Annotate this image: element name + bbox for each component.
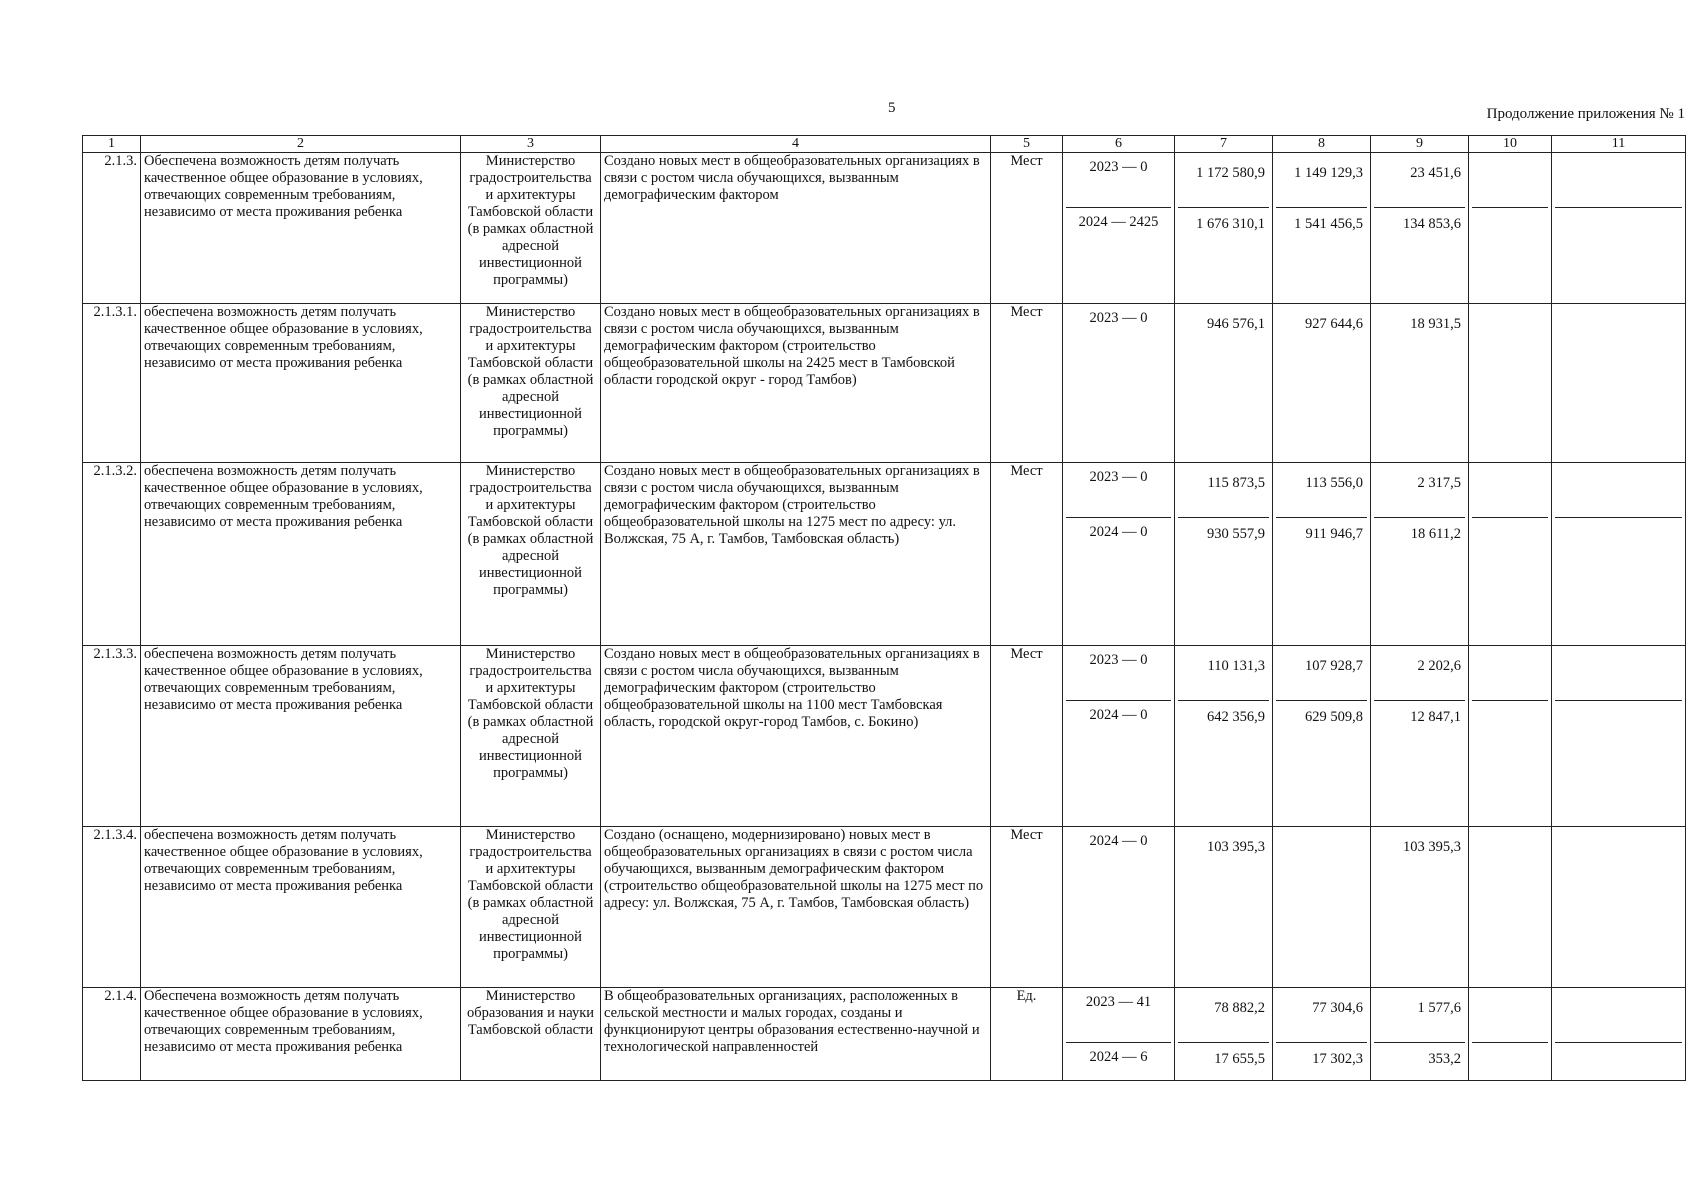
empty-seg	[1555, 518, 1682, 645]
row-executor: Министерство градостроительства и архитектуры Тамбовской области (в рамках областной адресной инвестиционной программы)	[461, 646, 601, 827]
table-row	[83, 463, 1686, 646]
table-row	[83, 827, 1686, 988]
col-header: 9	[1371, 136, 1469, 153]
value-cell-c8	[1273, 153, 1371, 304]
value-cell-year	[1063, 153, 1175, 304]
value-cell-c9	[1371, 304, 1469, 463]
value-c8: 911 946,7	[1305, 526, 1363, 542]
row-result: Обеспечена возможность детям получать качественное общее образование в условиях, отвечающих современным требованиям, независимо от места проживания ребенка	[141, 988, 461, 1081]
row-code: 2.1.4.	[83, 988, 141, 1081]
empty-seg	[1472, 304, 1548, 462]
empty-cell	[1552, 463, 1686, 646]
empty-seg	[1555, 153, 1682, 208]
empty-seg	[1555, 1043, 1682, 1080]
value-c9: 18 931,5	[1410, 316, 1461, 332]
row-executor: Министерство градостроительства и архитектуры Тамбовской области (в рамках областной адресной инвестиционной программы)	[461, 827, 601, 988]
value-c8: 107 928,7	[1276, 646, 1367, 701]
value-c7: 1 172 580,9	[1178, 153, 1269, 208]
value-year: 2024 — 0	[1089, 524, 1148, 540]
row-indicator: Создано новых мест в общеобразовательных организациях в связи с ростом числа обучающихся, вызванным демографическим фактором (строительство общеобразовательной школы на 1275 мест по адресу: ул. Волжская, 75 А, г. Тамбов, Тамбовская область)	[601, 463, 991, 646]
empty-seg	[1472, 646, 1548, 701]
row-unit: Мест	[991, 827, 1063, 988]
empty-seg	[1555, 208, 1682, 303]
row-indicator: Создано (оснащено, модернизировано) новых мест в общеобразовательных организациях в связи с ростом числа обучающихся, вызванным демографическим фактором (строительство общеобразовательной школы на 1275 мест по адресу: ул. Волжская, 75 А, г. Тамбов, Тамбовская область)	[601, 827, 991, 988]
page-number: 5	[888, 100, 896, 116]
value-year: 2023 — 0	[1066, 463, 1171, 518]
row-unit: Мест	[991, 646, 1063, 827]
row-result: обеспечена возможность детям получать качественное общее образование в условиях, отвечающих современным требованиям, независимо от места проживания ребенка	[141, 827, 461, 988]
table-row	[83, 153, 1686, 304]
value-year: 2023 — 0	[1066, 153, 1171, 208]
col-header: 4	[601, 136, 991, 153]
value-cell-year	[1063, 463, 1175, 646]
value-c7: 103 395,3	[1207, 839, 1265, 855]
value-cell-c9	[1371, 153, 1469, 304]
empty-cell	[1469, 827, 1552, 988]
empty-cell	[1469, 153, 1552, 304]
value-c7: 1 676 310,1	[1196, 216, 1265, 232]
value-c7: 110 131,3	[1178, 646, 1269, 701]
empty-cell	[1469, 988, 1552, 1081]
value-cell-c8	[1273, 463, 1371, 646]
empty-seg	[1555, 988, 1682, 1043]
empty-seg	[1472, 153, 1548, 208]
value-c9: 23 451,6	[1374, 153, 1465, 208]
value-year: 2024 — 0	[1089, 833, 1148, 849]
empty-cell	[1469, 463, 1552, 646]
col-header: 1	[83, 136, 141, 153]
value-cell-c9	[1371, 988, 1469, 1081]
row-indicator: Создано новых мест в общеобразовательных организациях в связи с ростом числа обучающихся, вызванным демографическим фактором	[601, 153, 991, 304]
row-indicator: Создано новых мест в общеобразовательных организациях в связи с ростом числа обучающихся, вызванным демографическим фактором (строительство общеобразовательной школы на 1100 мест Тамбовская область, городской округ-город Тамбов, с. Бокино)	[601, 646, 991, 827]
value-cell-c8	[1273, 827, 1371, 988]
value-cell-year	[1063, 646, 1175, 827]
value-year: 2023 — 0	[1066, 646, 1171, 701]
value-cell-c7	[1175, 153, 1273, 304]
empty-seg	[1555, 646, 1682, 701]
empty-cell	[1552, 827, 1686, 988]
empty-cell	[1552, 153, 1686, 304]
value-c7: 946 576,1	[1207, 316, 1265, 332]
program-table	[82, 135, 1686, 1081]
col-header: 7	[1175, 136, 1273, 153]
value-c7: 17 655,5	[1214, 1051, 1265, 1067]
row-unit: Мест	[991, 304, 1063, 463]
col-header: 6	[1063, 136, 1175, 153]
col-header: 11	[1552, 136, 1686, 153]
value-cell-c9	[1371, 646, 1469, 827]
table-row	[83, 646, 1686, 827]
row-unit: Ед.	[991, 988, 1063, 1081]
row-result: Обеспечена возможность детям получать качественное общее образование в условиях, отвечающих современным требованиям, независимо от места проживания ребенка	[141, 153, 461, 304]
value-c9: 353,2	[1428, 1051, 1461, 1067]
value-c7: 930 557,9	[1207, 526, 1265, 542]
row-result: обеспечена возможность детям получать качественное общее образование в условиях, отвечающих современным требованиям, независимо от места проживания ребенка	[141, 646, 461, 827]
value-c9: 18 611,2	[1410, 526, 1461, 542]
row-executor: Министерство образования и науки Тамбовской области	[461, 988, 601, 1081]
value-cell-c7	[1175, 646, 1273, 827]
empty-seg	[1472, 1043, 1548, 1080]
row-indicator: В общеобразовательных организациях, расположенных в сельской местности и малых городах, созданы и функционируют центры образования естественно-научной и технологической направленностей	[601, 988, 991, 1081]
value-cell-c9	[1371, 463, 1469, 646]
value-c8: 77 304,6	[1276, 988, 1367, 1043]
value-c8: 17 302,3	[1312, 1051, 1363, 1067]
empty-cell	[1552, 646, 1686, 827]
value-c9: 103 395,3	[1403, 839, 1461, 855]
value-c9: 134 853,6	[1403, 216, 1461, 232]
value-c9: 2 317,5	[1374, 463, 1465, 518]
value-cell-year	[1063, 827, 1175, 988]
empty-seg	[1472, 827, 1548, 987]
row-executor: Министерство градостроительства и архитектуры Тамбовской области (в рамках областной адресной инвестиционной программы)	[461, 153, 601, 304]
value-c7: 642 356,9	[1207, 709, 1265, 725]
empty-seg	[1555, 463, 1682, 518]
empty-cell	[1552, 988, 1686, 1081]
value-cell-c8	[1273, 988, 1371, 1081]
value-cell-c7	[1175, 304, 1273, 463]
col-header: 5	[991, 136, 1063, 153]
value-c8: 927 644,6	[1305, 316, 1363, 332]
row-executor: Министерство градостроительства и архитектуры Тамбовской области (в рамках областной адресной инвестиционной программы)	[461, 463, 601, 646]
row-code: 2.1.3.1.	[83, 304, 141, 463]
col-header: 8	[1273, 136, 1371, 153]
empty-seg	[1472, 208, 1548, 303]
value-cell-c8	[1273, 304, 1371, 463]
row-code: 2.1.3.3.	[83, 646, 141, 827]
value-cell-c9	[1371, 827, 1469, 988]
value-c9: 12 847,1	[1410, 709, 1461, 725]
value-cell-c7	[1175, 463, 1273, 646]
table-row	[83, 988, 1686, 1081]
row-indicator: Создано новых мест в общеобразовательных организациях в связи с ростом числа обучающихся, вызванным демографическим фактором (строительство общеобразовательной школы на 2425 мест в Тамбовской области городской округ - город Тамбов)	[601, 304, 991, 463]
row-result: обеспечена возможность детям получать качественное общее образование в условиях, отвечающих современным требованиям, независимо от места проживания ребенка	[141, 463, 461, 646]
empty-seg	[1555, 827, 1682, 987]
empty-seg	[1555, 701, 1682, 826]
col-header: 10	[1469, 136, 1552, 153]
empty-cell	[1469, 304, 1552, 463]
value-c8: 113 556,0	[1276, 463, 1367, 518]
col-header: 3	[461, 136, 601, 153]
value-year: 2023 — 41	[1066, 988, 1171, 1043]
value-year: 2024 — 6	[1089, 1049, 1148, 1065]
empty-seg	[1555, 304, 1682, 462]
value-year: 2024 — 2425	[1078, 214, 1159, 230]
value-c9: 2 202,6	[1374, 646, 1465, 701]
empty-cell	[1469, 646, 1552, 827]
continuation-note: Продолжение приложения № 1	[1486, 106, 1685, 122]
row-executor: Министерство градостроительства и архитектуры Тамбовской области (в рамках областной адресной инвестиционной программы)	[461, 304, 601, 463]
value-cell-year	[1063, 988, 1175, 1081]
empty-seg	[1472, 701, 1548, 826]
empty-seg	[1472, 988, 1548, 1043]
row-code: 2.1.3.4.	[83, 827, 141, 988]
row-unit: Мест	[991, 153, 1063, 304]
row-code: 2.1.3.2.	[83, 463, 141, 646]
empty-seg	[1472, 518, 1548, 645]
value-c7: 78 882,2	[1178, 988, 1269, 1043]
value-c8	[1276, 827, 1367, 987]
value-cell-c7	[1175, 988, 1273, 1081]
value-c9: 1 577,6	[1374, 988, 1465, 1043]
value-cell-year	[1063, 304, 1175, 463]
value-cell-c8	[1273, 646, 1371, 827]
value-year: 2023 — 0	[1089, 310, 1148, 326]
value-cell-c7	[1175, 827, 1273, 988]
value-year: 2024 — 0	[1089, 707, 1148, 723]
table-row	[83, 304, 1686, 463]
row-code: 2.1.3.	[83, 153, 141, 304]
empty-cell	[1552, 304, 1686, 463]
row-result: обеспечена возможность детям получать качественное общее образование в условиях, отвечающих современным требованиям, независимо от места проживания ребенка	[141, 304, 461, 463]
row-unit: Мест	[991, 463, 1063, 646]
value-c8: 1 149 129,3	[1276, 153, 1367, 208]
col-header: 2	[141, 136, 461, 153]
value-c7: 115 873,5	[1178, 463, 1269, 518]
empty-seg	[1472, 463, 1548, 518]
value-c8: 1 541 456,5	[1294, 216, 1363, 232]
value-c8: 629 509,8	[1305, 709, 1363, 725]
header-row	[83, 136, 1686, 153]
